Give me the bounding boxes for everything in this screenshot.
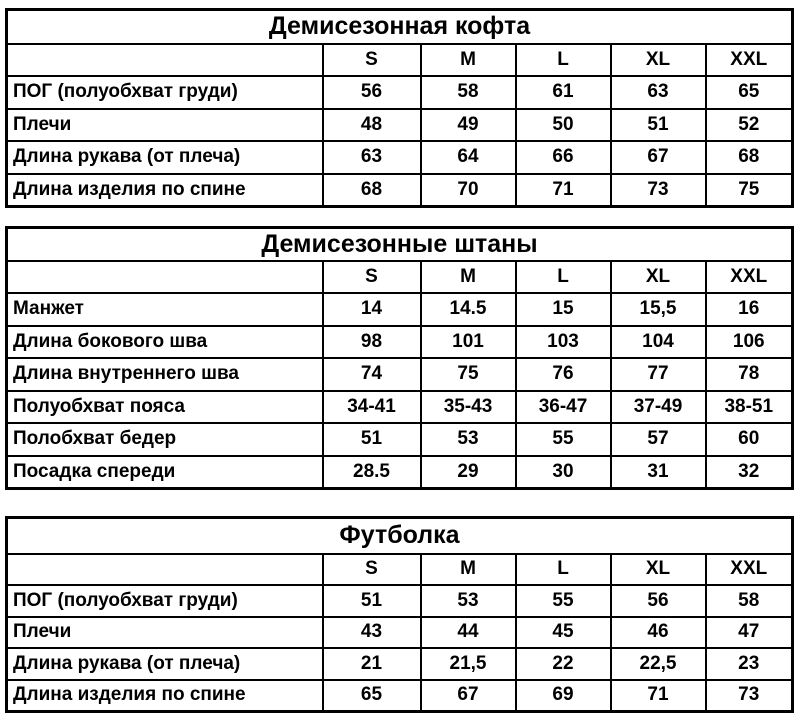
value-cell: 53 xyxy=(421,585,516,617)
table-row xyxy=(7,109,793,142)
size-header-xl: XL xyxy=(611,261,706,294)
value-cell: 70 xyxy=(421,174,516,207)
table-row xyxy=(7,174,793,207)
value-cell: 29 xyxy=(421,456,516,489)
value-cell: 52 xyxy=(706,109,793,142)
value-cell: 69 xyxy=(516,680,611,712)
value-cell: 63 xyxy=(323,141,421,174)
value-cell: 67 xyxy=(611,141,706,174)
row-label: Длина внутреннего шва xyxy=(7,358,323,391)
table-title: Футболка xyxy=(7,518,793,554)
value-cell: 50 xyxy=(516,109,611,142)
value-cell: 22 xyxy=(516,648,611,680)
value-cell: 75 xyxy=(421,358,516,391)
size-header-m: M xyxy=(421,44,516,77)
header-empty-cell xyxy=(7,44,323,77)
size-header-row xyxy=(7,554,793,586)
row-label: Плечи xyxy=(7,109,323,142)
row-label: Длина рукава (от плеча) xyxy=(7,648,323,680)
value-cell: 61 xyxy=(516,76,611,109)
value-cell: 15,5 xyxy=(611,293,706,326)
table-row xyxy=(7,141,793,174)
value-cell: 38-51 xyxy=(706,391,793,424)
value-cell: 47 xyxy=(706,617,793,649)
value-cell: 55 xyxy=(516,423,611,456)
row-label: Длина изделия по спине xyxy=(7,680,323,712)
table-row xyxy=(7,680,793,712)
table-row xyxy=(7,423,793,456)
value-cell: 73 xyxy=(611,174,706,207)
value-cell: 101 xyxy=(421,326,516,359)
row-label: Манжет xyxy=(7,293,323,326)
value-cell: 57 xyxy=(611,423,706,456)
value-cell: 58 xyxy=(421,76,516,109)
value-cell: 37-49 xyxy=(611,391,706,424)
value-cell: 58 xyxy=(706,585,793,617)
size-header-xxl: XXL xyxy=(706,261,793,294)
value-cell: 56 xyxy=(611,585,706,617)
size-header-l: L xyxy=(516,261,611,294)
value-cell: 63 xyxy=(611,76,706,109)
size-header-l: L xyxy=(516,554,611,586)
value-cell: 73 xyxy=(706,680,793,712)
value-cell: 48 xyxy=(323,109,421,142)
table-title: Демисезонные штаны xyxy=(7,228,793,261)
value-cell: 14.5 xyxy=(421,293,516,326)
value-cell: 36-47 xyxy=(516,391,611,424)
value-cell: 46 xyxy=(611,617,706,649)
row-label: Полобхват бедер xyxy=(7,423,323,456)
table-row xyxy=(7,326,793,359)
size-table-tshirt xyxy=(5,516,794,713)
size-header-xl: XL xyxy=(611,554,706,586)
row-label: ПОГ (полуобхват груди) xyxy=(7,76,323,109)
row-label: Полуобхват пояса xyxy=(7,391,323,424)
value-cell: 64 xyxy=(421,141,516,174)
value-cell: 31 xyxy=(611,456,706,489)
value-cell: 74 xyxy=(323,358,421,391)
value-cell: 30 xyxy=(516,456,611,489)
table-row xyxy=(7,648,793,680)
value-cell: 51 xyxy=(323,585,421,617)
size-header-row xyxy=(7,261,793,294)
value-cell: 103 xyxy=(516,326,611,359)
size-header-s: S xyxy=(323,554,421,586)
header-empty-cell xyxy=(7,554,323,586)
value-cell: 65 xyxy=(323,680,421,712)
value-cell: 49 xyxy=(421,109,516,142)
size-header-row xyxy=(7,44,793,77)
value-cell: 51 xyxy=(323,423,421,456)
row-label: Длина изделия по спине xyxy=(7,174,323,207)
table-row xyxy=(7,76,793,109)
value-cell: 55 xyxy=(516,585,611,617)
row-label: Длина бокового шва xyxy=(7,326,323,359)
value-cell: 22,5 xyxy=(611,648,706,680)
row-label: Плечи xyxy=(7,617,323,649)
value-cell: 76 xyxy=(516,358,611,391)
value-cell: 35-43 xyxy=(421,391,516,424)
value-cell: 75 xyxy=(706,174,793,207)
value-cell: 34-41 xyxy=(323,391,421,424)
value-cell: 67 xyxy=(421,680,516,712)
table-row xyxy=(7,456,793,489)
table-row xyxy=(7,617,793,649)
value-cell: 43 xyxy=(323,617,421,649)
row-label: ПОГ (полуобхват груди) xyxy=(7,585,323,617)
table-row xyxy=(7,585,793,617)
value-cell: 21,5 xyxy=(421,648,516,680)
size-header-l: L xyxy=(516,44,611,77)
value-cell: 14 xyxy=(323,293,421,326)
value-cell: 71 xyxy=(516,174,611,207)
value-cell: 71 xyxy=(611,680,706,712)
value-cell: 68 xyxy=(323,174,421,207)
size-header-xl: XL xyxy=(611,44,706,77)
value-cell: 51 xyxy=(611,109,706,142)
table-row xyxy=(7,391,793,424)
value-cell: 15 xyxy=(516,293,611,326)
value-cell: 28.5 xyxy=(323,456,421,489)
value-cell: 66 xyxy=(516,141,611,174)
value-cell: 56 xyxy=(323,76,421,109)
value-cell: 104 xyxy=(611,326,706,359)
value-cell: 60 xyxy=(706,423,793,456)
value-cell: 77 xyxy=(611,358,706,391)
value-cell: 106 xyxy=(706,326,793,359)
value-cell: 68 xyxy=(706,141,793,174)
size-header-xxl: XXL xyxy=(706,44,793,77)
table-title: Демисезонная кофта xyxy=(7,10,793,44)
size-header-m: M xyxy=(421,554,516,586)
row-label: Посадка спереди xyxy=(7,456,323,489)
value-cell: 53 xyxy=(421,423,516,456)
size-table-pants xyxy=(5,226,794,490)
value-cell: 44 xyxy=(421,617,516,649)
table-row xyxy=(7,293,793,326)
value-cell: 98 xyxy=(323,326,421,359)
table-row xyxy=(7,358,793,391)
header-empty-cell xyxy=(7,261,323,294)
value-cell: 32 xyxy=(706,456,793,489)
row-label: Длина рукава (от плеча) xyxy=(7,141,323,174)
size-header-s: S xyxy=(323,44,421,77)
size-header-s: S xyxy=(323,261,421,294)
size-header-m: M xyxy=(421,261,516,294)
value-cell: 21 xyxy=(323,648,421,680)
value-cell: 16 xyxy=(706,293,793,326)
value-cell: 65 xyxy=(706,76,793,109)
value-cell: 45 xyxy=(516,617,611,649)
size-header-xxl: XXL xyxy=(706,554,793,586)
value-cell: 78 xyxy=(706,358,793,391)
size-table-sweater xyxy=(5,8,794,208)
value-cell: 23 xyxy=(706,648,793,680)
